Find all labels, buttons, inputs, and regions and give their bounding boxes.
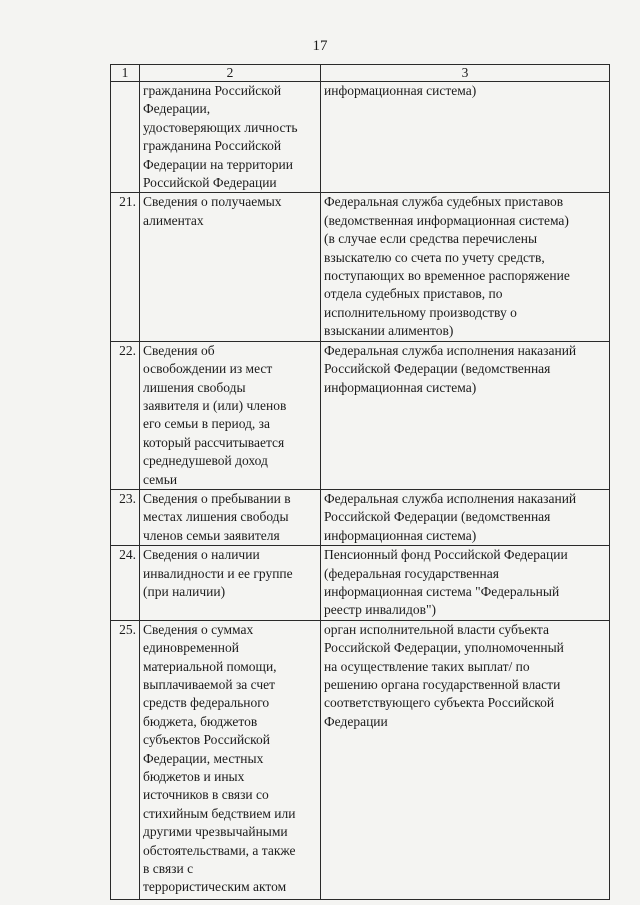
row-source-cell — [321, 341, 610, 489]
row-source-text: орган исполнительной власти субъекта Российской Федерации, уполномоченный на осуществление таких выплат/ по решению органа государственной власти соответствующего субъекта Российской Федерации — [324, 621, 564, 729]
row-info-text: Сведения о получаемых алиментах — [143, 194, 282, 228]
row-source-text: информационная система) — [324, 83, 477, 98]
header-cell-source: 3 — [321, 65, 610, 82]
row-info-cell — [140, 620, 321, 899]
page-number: 17 — [312, 38, 328, 54]
row-number — [111, 82, 140, 193]
table-row — [111, 620, 610, 899]
row-info-cell — [140, 489, 321, 545]
data-sources-table — [110, 64, 610, 900]
table-row — [111, 82, 610, 193]
row-number: 25. — [111, 620, 140, 899]
row-number: 21. — [111, 193, 140, 341]
table-header-row — [111, 65, 610, 82]
row-info-text: Сведения о пребывании в местах лишения свободы членов семьи заявителя — [143, 490, 291, 543]
row-source-cell — [321, 620, 610, 899]
row-info-text: гражданина Российской Федерации, удостоверяющих личность гражданина Российской Федерации на территории Российской Федерации — [143, 83, 298, 191]
row-source-text: Федеральная служба исполнения наказаний Российской Федерации (ведомственная информационная система) — [324, 490, 577, 543]
row-source-cell — [321, 82, 610, 193]
row-info-cell — [140, 82, 321, 193]
row-info-text: Сведения о суммах единовременной материальной помощи, выплачиваемой за счет средств федерального бюджета, бюджетов субъектов Российской Федерации, местных бюджетов и иных источников в связи со стихийным бедствием или другими чрезвычайными обстоятельствами, а также в связи с террористическим актом — [143, 621, 296, 895]
row-info-cell — [140, 341, 321, 489]
row-source-text: Федеральная служба исполнения наказаний Российской Федерации (ведомственная информационная система) — [324, 342, 577, 395]
row-info-text: Сведения о наличии инвалидности и ее группе (при наличии) — [143, 547, 293, 599]
header-cell-info: 2 — [140, 65, 321, 82]
row-info-cell — [140, 546, 321, 621]
row-info-text: Сведения об освобождении из мест лишения свободы заявителя и (или) членов его семьи в период, за который рассчитывается среднедушевой доход семьи — [143, 342, 287, 487]
table-row — [111, 546, 610, 621]
row-number: 22. — [111, 341, 140, 489]
row-number: 23. — [111, 489, 140, 545]
row-source-text: Федеральная служба судебных приставов (ведомственная информационная система) (в случае если средства перечислены взыскателю со счета по учету средств, поступающих во временное распоряжение отдела судебных приставов, по исполнительному производству о взыскании алиментов) — [324, 194, 570, 339]
row-source-text: Пенсионный фонд Российской Федерации (федеральная государственная информационная система "Федеральный реестр инвалидов") — [324, 547, 568, 618]
row-info-cell — [140, 193, 321, 341]
header-cell-number: 1 — [111, 65, 140, 82]
table-row — [111, 193, 610, 341]
table-row — [111, 489, 610, 545]
row-source-cell — [321, 546, 610, 621]
row-source-cell — [321, 489, 610, 545]
row-source-cell — [321, 193, 610, 341]
table-row — [111, 341, 610, 489]
row-number: 24. — [111, 546, 140, 621]
